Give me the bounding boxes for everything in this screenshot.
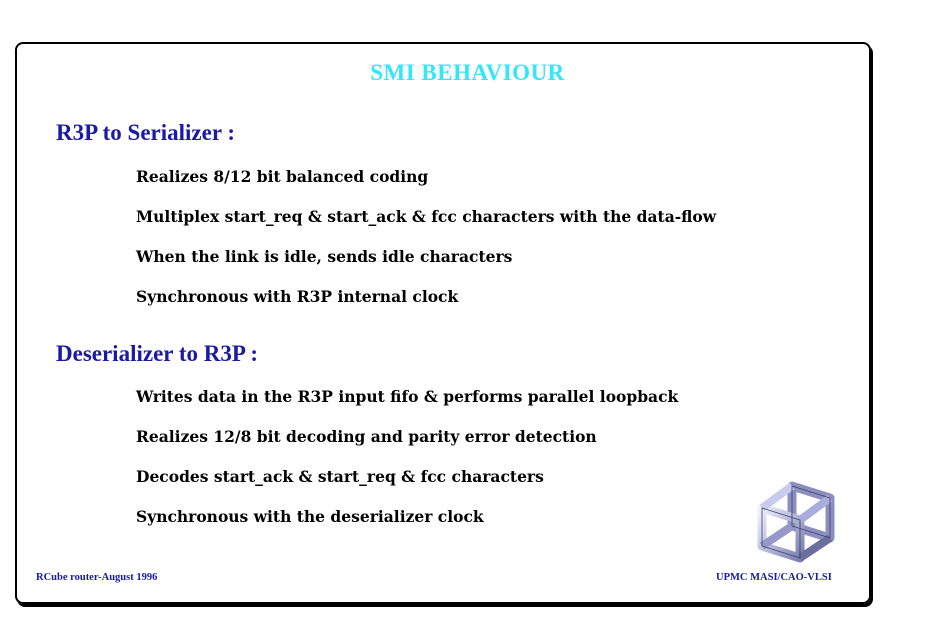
footer-right: UPMC MASI/CAO-VLSI [716, 572, 832, 583]
section-heading-serializer: R3P to Serializer : [56, 120, 236, 145]
bullet-item: Realizes 12/8 bit decoding and parity error detection [136, 427, 597, 446]
bullet-item: Synchronous with R3P internal clock [136, 287, 459, 306]
bullet-item: Multiplex start_req & start_ack & fcc characters with the data-flow [136, 207, 717, 226]
bullet-item: Realizes 8/12 bit balanced coding [136, 167, 429, 186]
bullet-item: Writes data in the R3P input fifo & performs parallel loopback [136, 387, 679, 406]
bullet-item: Synchronous with the deserializer clock [136, 507, 484, 526]
bullet-item: When the link is idle, sends idle characters [136, 247, 513, 266]
rcube-cube-icon [752, 480, 840, 564]
section-heading-deserializer: Deserializer to R3P : [56, 341, 259, 366]
slide-title: SMI BEHAVIOUR [370, 60, 565, 85]
footer-left: RCube router-August 1996 [36, 572, 158, 583]
bullet-item: Decodes start_ack & start_req & fcc characters [136, 467, 544, 486]
